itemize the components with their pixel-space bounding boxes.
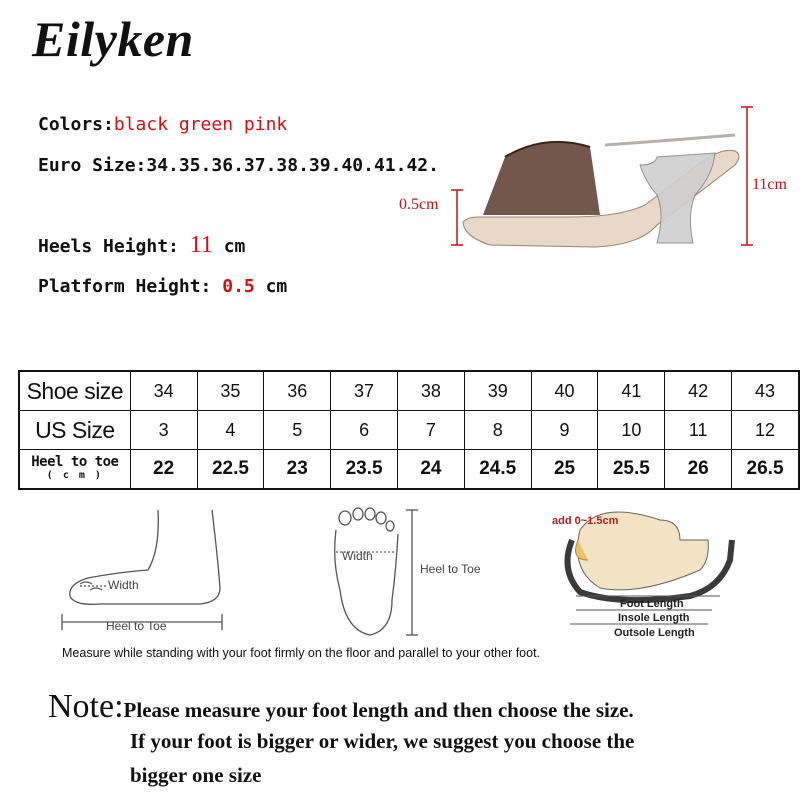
foot-measurement-diagrams [40,500,800,645]
row-label-heel-to-toe [19,450,130,490]
table-cell: 41 [598,371,665,411]
table-cell: 9 [531,411,598,450]
table-cell: 3 [130,411,197,450]
table-cell: 23.5 [331,450,398,490]
table-cell: 37 [331,371,398,411]
heel-dimension-label: 11cm [752,176,787,193]
colors-label: Colors: [38,114,114,135]
table-cell: 12 [732,411,799,450]
heel-to-toe-row [19,450,799,490]
note-text-1: Please measure your foot length and then choose the size. [123,698,634,722]
platform-dimension-label: 0.5cm [399,196,439,213]
heel-to-toe-unit: ( c m ) [46,470,103,481]
heel-label: Heels Height: [38,236,179,257]
add-length-label: add 0~1.5cm [552,515,619,527]
table-cell: 43 [732,371,799,411]
table-cell: 34 [130,371,197,411]
side-heel-to-toe-label: Heel to Toe [106,619,167,633]
table-cell: 38 [398,371,465,411]
spec-heel-height [38,232,245,259]
brand-logo: Eilyken [32,11,194,67]
side-view-foot [62,510,222,630]
colors-value: black green pink [113,114,288,135]
row-label-shoe-size: Shoe size [19,371,130,411]
table-cell: 8 [464,411,531,450]
insole-length-label: Insole Length [618,612,690,624]
table-cell: 24.5 [464,450,531,490]
table-cell: 26 [665,450,732,490]
table-cell: 25.5 [598,450,665,490]
heel-to-toe-label: Heel to toe [31,454,119,470]
table-cell: 35 [197,371,264,411]
heel-value: 11 [189,232,213,258]
row-label-us-size: US Size [19,411,130,450]
measure-caption: Measure while standing with your foot firmly on the floor and parallel to your other foot. [62,646,541,660]
heel-unit: cm [223,236,246,257]
table-cell: 22 [130,450,197,490]
table-cell: 25 [531,450,598,490]
outsole-length-label: Outsole Length [614,627,695,639]
platform-unit: cm [265,276,288,297]
note-text-2: If your foot is bigger or wider, we suggest you choose the [130,729,635,753]
table-cell: 24 [398,450,465,490]
size-chart-table [18,370,800,490]
table-cell: 36 [264,371,331,411]
top-heel-to-toe-label: Heel to Toe [420,562,481,576]
table-cell: 10 [598,411,665,450]
table-cell: 40 [531,371,598,411]
note-title: Note: [48,688,124,725]
table-cell: 5 [264,411,331,450]
note-text-3: bigger one size [130,763,262,787]
table-cell: 39 [464,371,531,411]
spec-platform-height [38,276,287,297]
shoe-size-row [19,371,799,411]
euro-value: 34.35.36.37.38.39.40.41.42. [146,155,439,176]
platform-label: Platform Height: [38,276,212,297]
top-width-label: Width [342,549,373,563]
table-cell: 4 [197,411,264,450]
euro-label: Euro Size: [38,155,147,176]
table-cell: 26.5 [732,450,799,490]
side-width-label: Width [108,578,139,592]
spec-euro-size [38,155,439,176]
note-line-1 [48,688,634,726]
foot-length-label: Foot Length [620,598,684,610]
table-cell: 7 [398,411,465,450]
table-cell: 22.5 [197,450,264,490]
table-cell: 11 [665,411,732,450]
platform-value: 0.5 [222,276,255,297]
us-size-row [19,411,799,450]
table-cell: 42 [665,371,732,411]
table-cell: 23 [264,450,331,490]
table-cell: 6 [331,411,398,450]
spec-colors [38,114,287,135]
sandal-product-image [395,95,795,265]
top-view-foot [335,508,418,635]
